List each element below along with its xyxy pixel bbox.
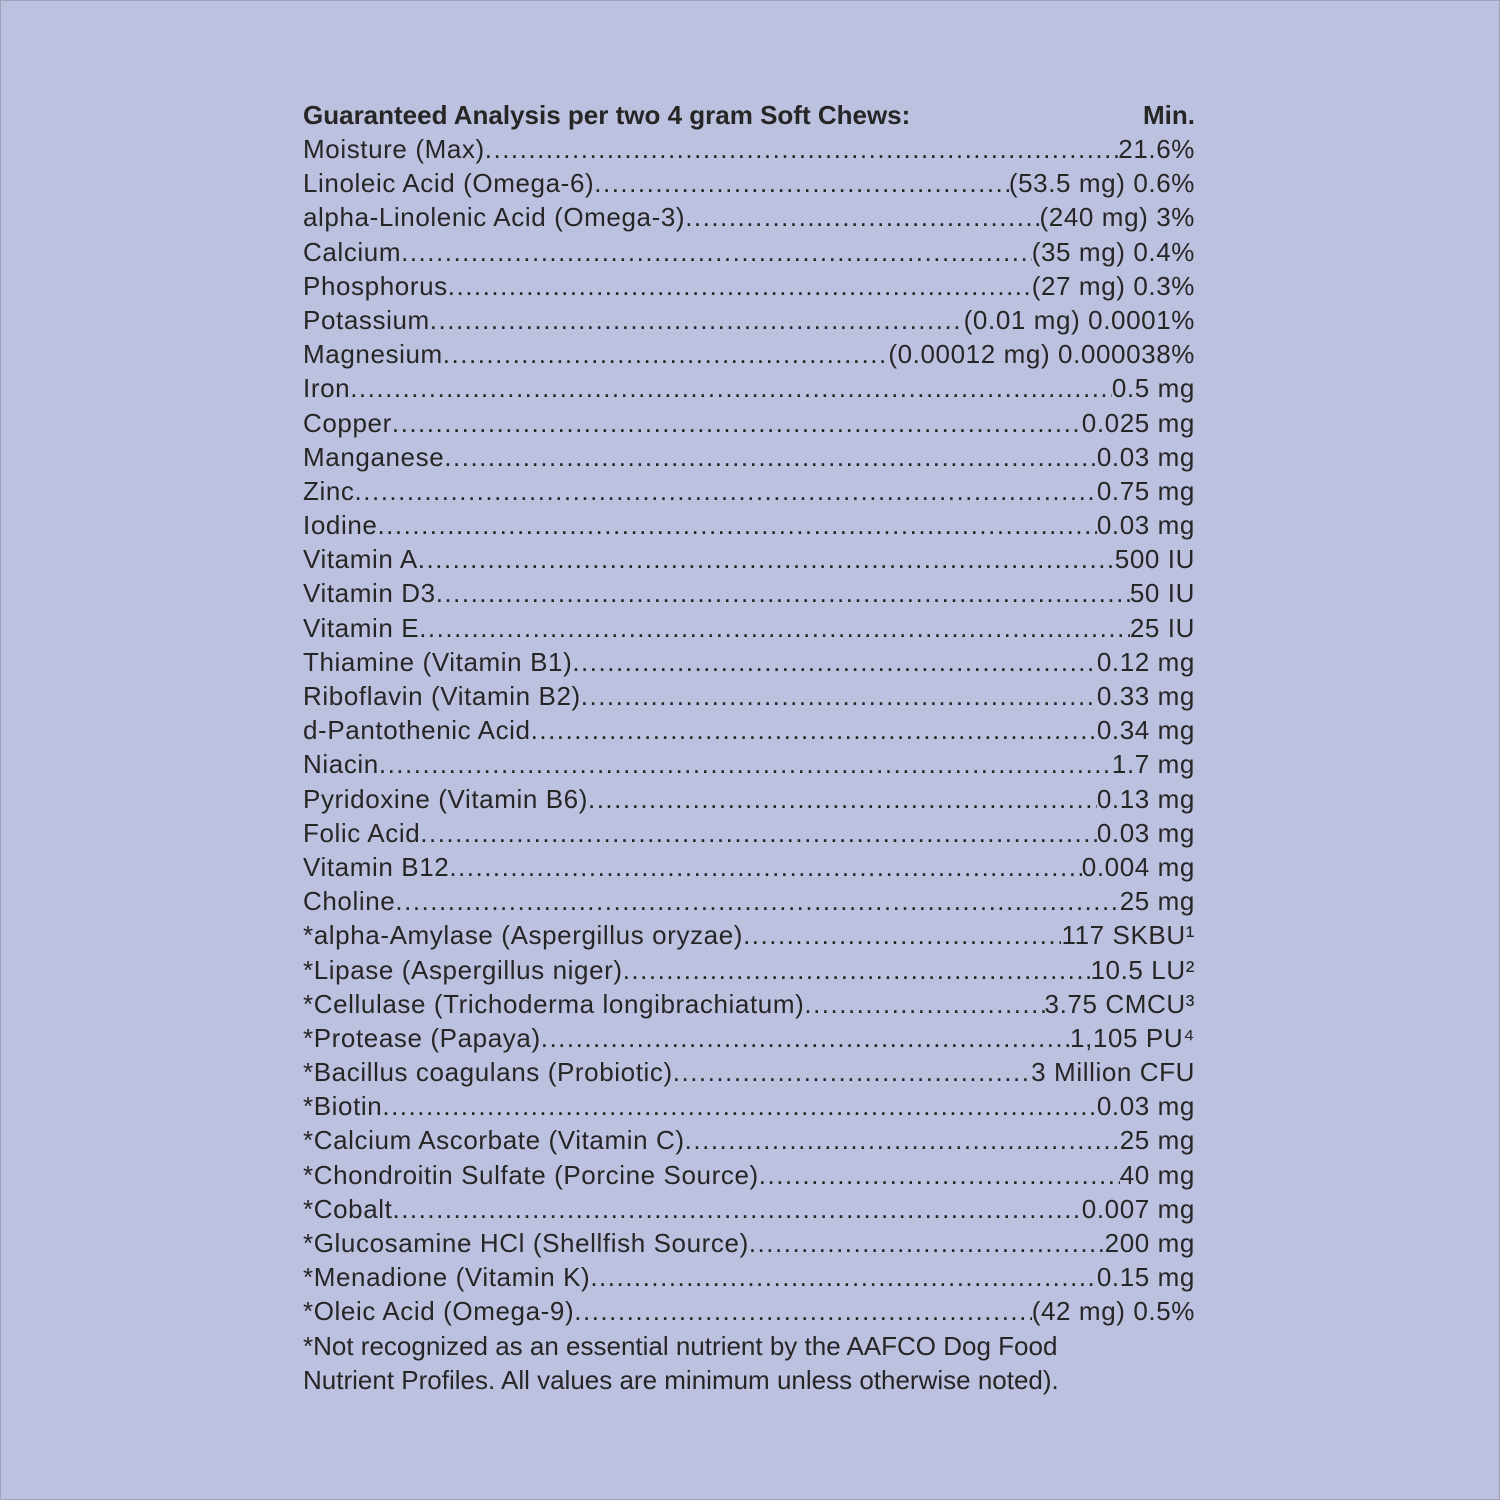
nutrient-row xyxy=(303,1192,1195,1226)
nutrient-row xyxy=(303,1226,1195,1260)
nutrient-value: (0.01 mg) 0.0001% xyxy=(963,304,1195,335)
dot-leader xyxy=(485,132,1119,166)
nutrient-value: (0.00012 mg) 0.000038% xyxy=(888,339,1195,370)
nutrient-row xyxy=(303,679,1195,713)
nutrient-name: Folic Acid xyxy=(303,817,421,848)
nutrient-row xyxy=(303,303,1195,337)
nutrient-row xyxy=(303,1021,1195,1055)
nutrient-row xyxy=(303,406,1195,440)
nutrient-name: *Glucosamine HCl (Shellfish Source) xyxy=(303,1228,749,1258)
nutrient-value: 200 mg xyxy=(1104,1228,1195,1258)
nutrient-name: Choline xyxy=(303,886,396,917)
nutrient-value: (53.5 mg) 0.6% xyxy=(1008,168,1195,199)
nutrient-value: (240 mg) 3% xyxy=(1039,202,1195,233)
analysis-title: Guaranteed Analysis per two 4 gram Soft Chews: xyxy=(303,100,911,130)
nutrient-name: *Calcium Ascorbate (Vitamin C) xyxy=(303,1125,685,1156)
nutrient-value: 50 IU xyxy=(1129,578,1195,609)
nutrient-name: Calcium xyxy=(303,236,402,267)
dot-leader xyxy=(436,576,1130,610)
nutrient-row xyxy=(303,440,1195,474)
nutrient-value: 25 mg xyxy=(1119,1125,1195,1156)
dot-leader xyxy=(804,987,1044,1021)
nutrient-name: *Protease (Papaya) xyxy=(303,1022,541,1053)
nutrient-name: Riboflavin (Vitamin B2) xyxy=(303,681,581,711)
nutrient-row xyxy=(303,816,1195,850)
nutrient-row xyxy=(303,508,1195,542)
nutrient-value: 117 SKBU¹ xyxy=(1061,920,1195,951)
nutrient-value: 500 IU xyxy=(1114,544,1195,575)
nutrient-row xyxy=(303,953,1195,987)
dot-leader xyxy=(350,371,1112,405)
dot-leader xyxy=(401,235,1032,269)
dot-leader xyxy=(685,200,1039,234)
dot-leader xyxy=(685,1123,1120,1157)
nutrient-row xyxy=(303,132,1195,166)
nutrient-row xyxy=(303,1123,1195,1157)
nutrient-name: *Oleic Acid (Omega-9) xyxy=(303,1296,575,1327)
dot-leader xyxy=(443,337,889,371)
dot-leader xyxy=(749,1226,1105,1260)
dot-leader xyxy=(430,303,964,337)
nutrient-row xyxy=(303,782,1195,816)
dot-leader xyxy=(355,474,1097,508)
nutrient-row xyxy=(303,713,1195,747)
nutrient-row xyxy=(303,576,1195,610)
nutrient-value: 21.6% xyxy=(1118,134,1195,164)
nutrient-row xyxy=(303,850,1195,884)
nutrient-value: 25 IU xyxy=(1129,612,1195,643)
footnote-line-2: Nutrient Profiles. All values are minimum unless otherwise noted). xyxy=(303,1364,1059,1395)
analysis-header xyxy=(303,98,1195,132)
dot-leader xyxy=(449,850,1081,884)
nutrient-value: 25 mg xyxy=(1119,886,1195,917)
dot-leader xyxy=(420,816,1097,850)
dot-leader xyxy=(588,782,1097,816)
nutrient-row xyxy=(303,371,1195,405)
footnote-line-1: *Not recognized as an essential nutrient by the AAFCO Dog Food xyxy=(303,1330,1058,1361)
nutrient-value: 0.15 mg xyxy=(1096,1262,1195,1293)
nutrient-name: Manganese xyxy=(303,441,445,472)
nutrient-value: 0.007 mg xyxy=(1081,1193,1195,1224)
nutrient-name: d-Pantothenic Acid xyxy=(303,715,531,746)
nutrient-row xyxy=(303,1055,1195,1089)
dot-leader xyxy=(541,1021,1070,1055)
nutrient-name: Thiamine (Vitamin B1) xyxy=(303,646,573,677)
nutrient-row xyxy=(303,1158,1195,1192)
nutrient-value: 0.03 mg xyxy=(1096,510,1195,541)
nutrient-row xyxy=(303,918,1195,952)
nutrient-row xyxy=(303,611,1195,645)
nutrient-name: Magnesium xyxy=(303,339,443,370)
nutrient-value: 0.33 mg xyxy=(1096,681,1195,711)
dot-leader xyxy=(759,1158,1120,1192)
dot-leader xyxy=(382,1089,1096,1123)
dot-leader xyxy=(418,542,1115,576)
dot-leader xyxy=(377,508,1096,542)
nutrient-name: *Chondroitin Sulfate (Porcine Source) xyxy=(303,1159,759,1190)
nutrient-value: 3.75 CMCU³ xyxy=(1044,988,1195,1019)
nutrient-name: Pyridoxine (Vitamin B6) xyxy=(303,783,588,814)
nutrient-name: Moisture (Max) xyxy=(303,134,485,164)
nutrient-list xyxy=(303,132,1195,1329)
nutrient-row xyxy=(303,1294,1195,1328)
dot-leader xyxy=(623,953,1091,987)
nutrient-name: Linoleic Acid (Omega-6) xyxy=(303,168,595,199)
nutrient-name: Potassium xyxy=(303,304,430,335)
nutrient-row xyxy=(303,747,1195,781)
nutrient-value: 0.12 mg xyxy=(1096,646,1195,677)
dot-leader xyxy=(392,406,1082,440)
dot-leader xyxy=(594,166,1009,200)
dot-leader xyxy=(572,645,1097,679)
nutrient-name: *Lipase (Aspergillus niger) xyxy=(303,954,623,985)
nutrient-row xyxy=(303,474,1195,508)
nutrient-value: 40 mg xyxy=(1119,1159,1195,1190)
nutrient-name: Vitamin E xyxy=(303,612,420,643)
min-column-label: Min. xyxy=(1143,100,1195,130)
nutrient-name: alpha-Linolenic Acid (Omega-3) xyxy=(303,202,686,233)
nutrient-value: 0.03 mg xyxy=(1096,1091,1195,1122)
dot-leader xyxy=(448,269,1032,303)
nutrient-name: Iodine xyxy=(303,510,378,541)
nutrient-row xyxy=(303,337,1195,371)
nutrient-value: 0.5 mg xyxy=(1111,373,1195,404)
dot-leader xyxy=(673,1055,1031,1089)
nutrient-value: 0.75 mg xyxy=(1096,475,1195,506)
nutrient-row xyxy=(303,987,1195,1021)
nutrient-name: *Cellulase (Trichoderma longibrachiatum) xyxy=(303,988,805,1019)
nutrient-name: Zinc xyxy=(303,475,355,506)
dot-leader xyxy=(419,611,1130,645)
nutrient-value: (27 mg) 0.3% xyxy=(1031,270,1195,301)
nutrient-value: 0.03 mg xyxy=(1096,441,1195,472)
dot-leader xyxy=(581,679,1097,713)
dot-leader xyxy=(444,440,1097,474)
nutrient-name: Iron xyxy=(303,373,351,404)
nutrient-name: *alpha-Amylase (Aspergillus oryzae) xyxy=(303,920,744,951)
guaranteed-analysis-panel xyxy=(303,98,1195,1397)
dot-leader xyxy=(392,1192,1081,1226)
nutrient-row xyxy=(303,269,1195,303)
nutrient-name: Phosphorus xyxy=(303,270,448,301)
nutrient-row xyxy=(303,542,1195,576)
dot-leader xyxy=(574,1294,1031,1328)
dot-leader xyxy=(531,713,1097,747)
nutrient-name: Vitamin A xyxy=(303,544,418,575)
nutrient-name: Copper xyxy=(303,407,392,438)
nutrient-value: 0.13 mg xyxy=(1096,783,1195,814)
nutrient-row xyxy=(303,645,1195,679)
nutrient-name: *Bacillus coagulans (Probiotic) xyxy=(303,1057,673,1088)
nutrient-value: 0.025 mg xyxy=(1081,407,1195,438)
nutrient-name: Niacin xyxy=(303,749,379,780)
nutrient-name: *Biotin xyxy=(303,1091,383,1122)
nutrient-value: 0.03 mg xyxy=(1096,817,1195,848)
nutrient-row xyxy=(303,1260,1195,1294)
nutrient-value: 0.004 mg xyxy=(1081,851,1195,882)
dot-leader xyxy=(590,1260,1097,1294)
nutrient-value: 0.34 mg xyxy=(1096,715,1195,746)
dot-leader xyxy=(395,884,1119,918)
dot-leader xyxy=(743,918,1061,952)
nutrient-value: 1.7 mg xyxy=(1111,749,1195,780)
nutrient-row xyxy=(303,1089,1195,1123)
footnote xyxy=(303,1329,1195,1397)
dot-leader xyxy=(379,747,1112,781)
nutrient-name: Vitamin D3 xyxy=(303,578,436,609)
nutrient-value: (35 mg) 0.4% xyxy=(1031,236,1195,267)
nutrient-row xyxy=(303,200,1195,234)
nutrient-name: Vitamin B12 xyxy=(303,851,450,882)
nutrient-name: *Menadione (Vitamin K) xyxy=(303,1262,591,1293)
nutrient-value: 3 Million CFU xyxy=(1031,1057,1195,1088)
nutrient-row xyxy=(303,884,1195,918)
nutrient-value: (42 mg) 0.5% xyxy=(1031,1296,1195,1327)
nutrient-row xyxy=(303,235,1195,269)
nutrient-value: 1,105 PU⁴ xyxy=(1070,1022,1195,1053)
nutrient-name: *Cobalt xyxy=(303,1193,393,1224)
nutrient-row xyxy=(303,166,1195,200)
nutrient-value: 10.5 LU² xyxy=(1090,954,1195,985)
